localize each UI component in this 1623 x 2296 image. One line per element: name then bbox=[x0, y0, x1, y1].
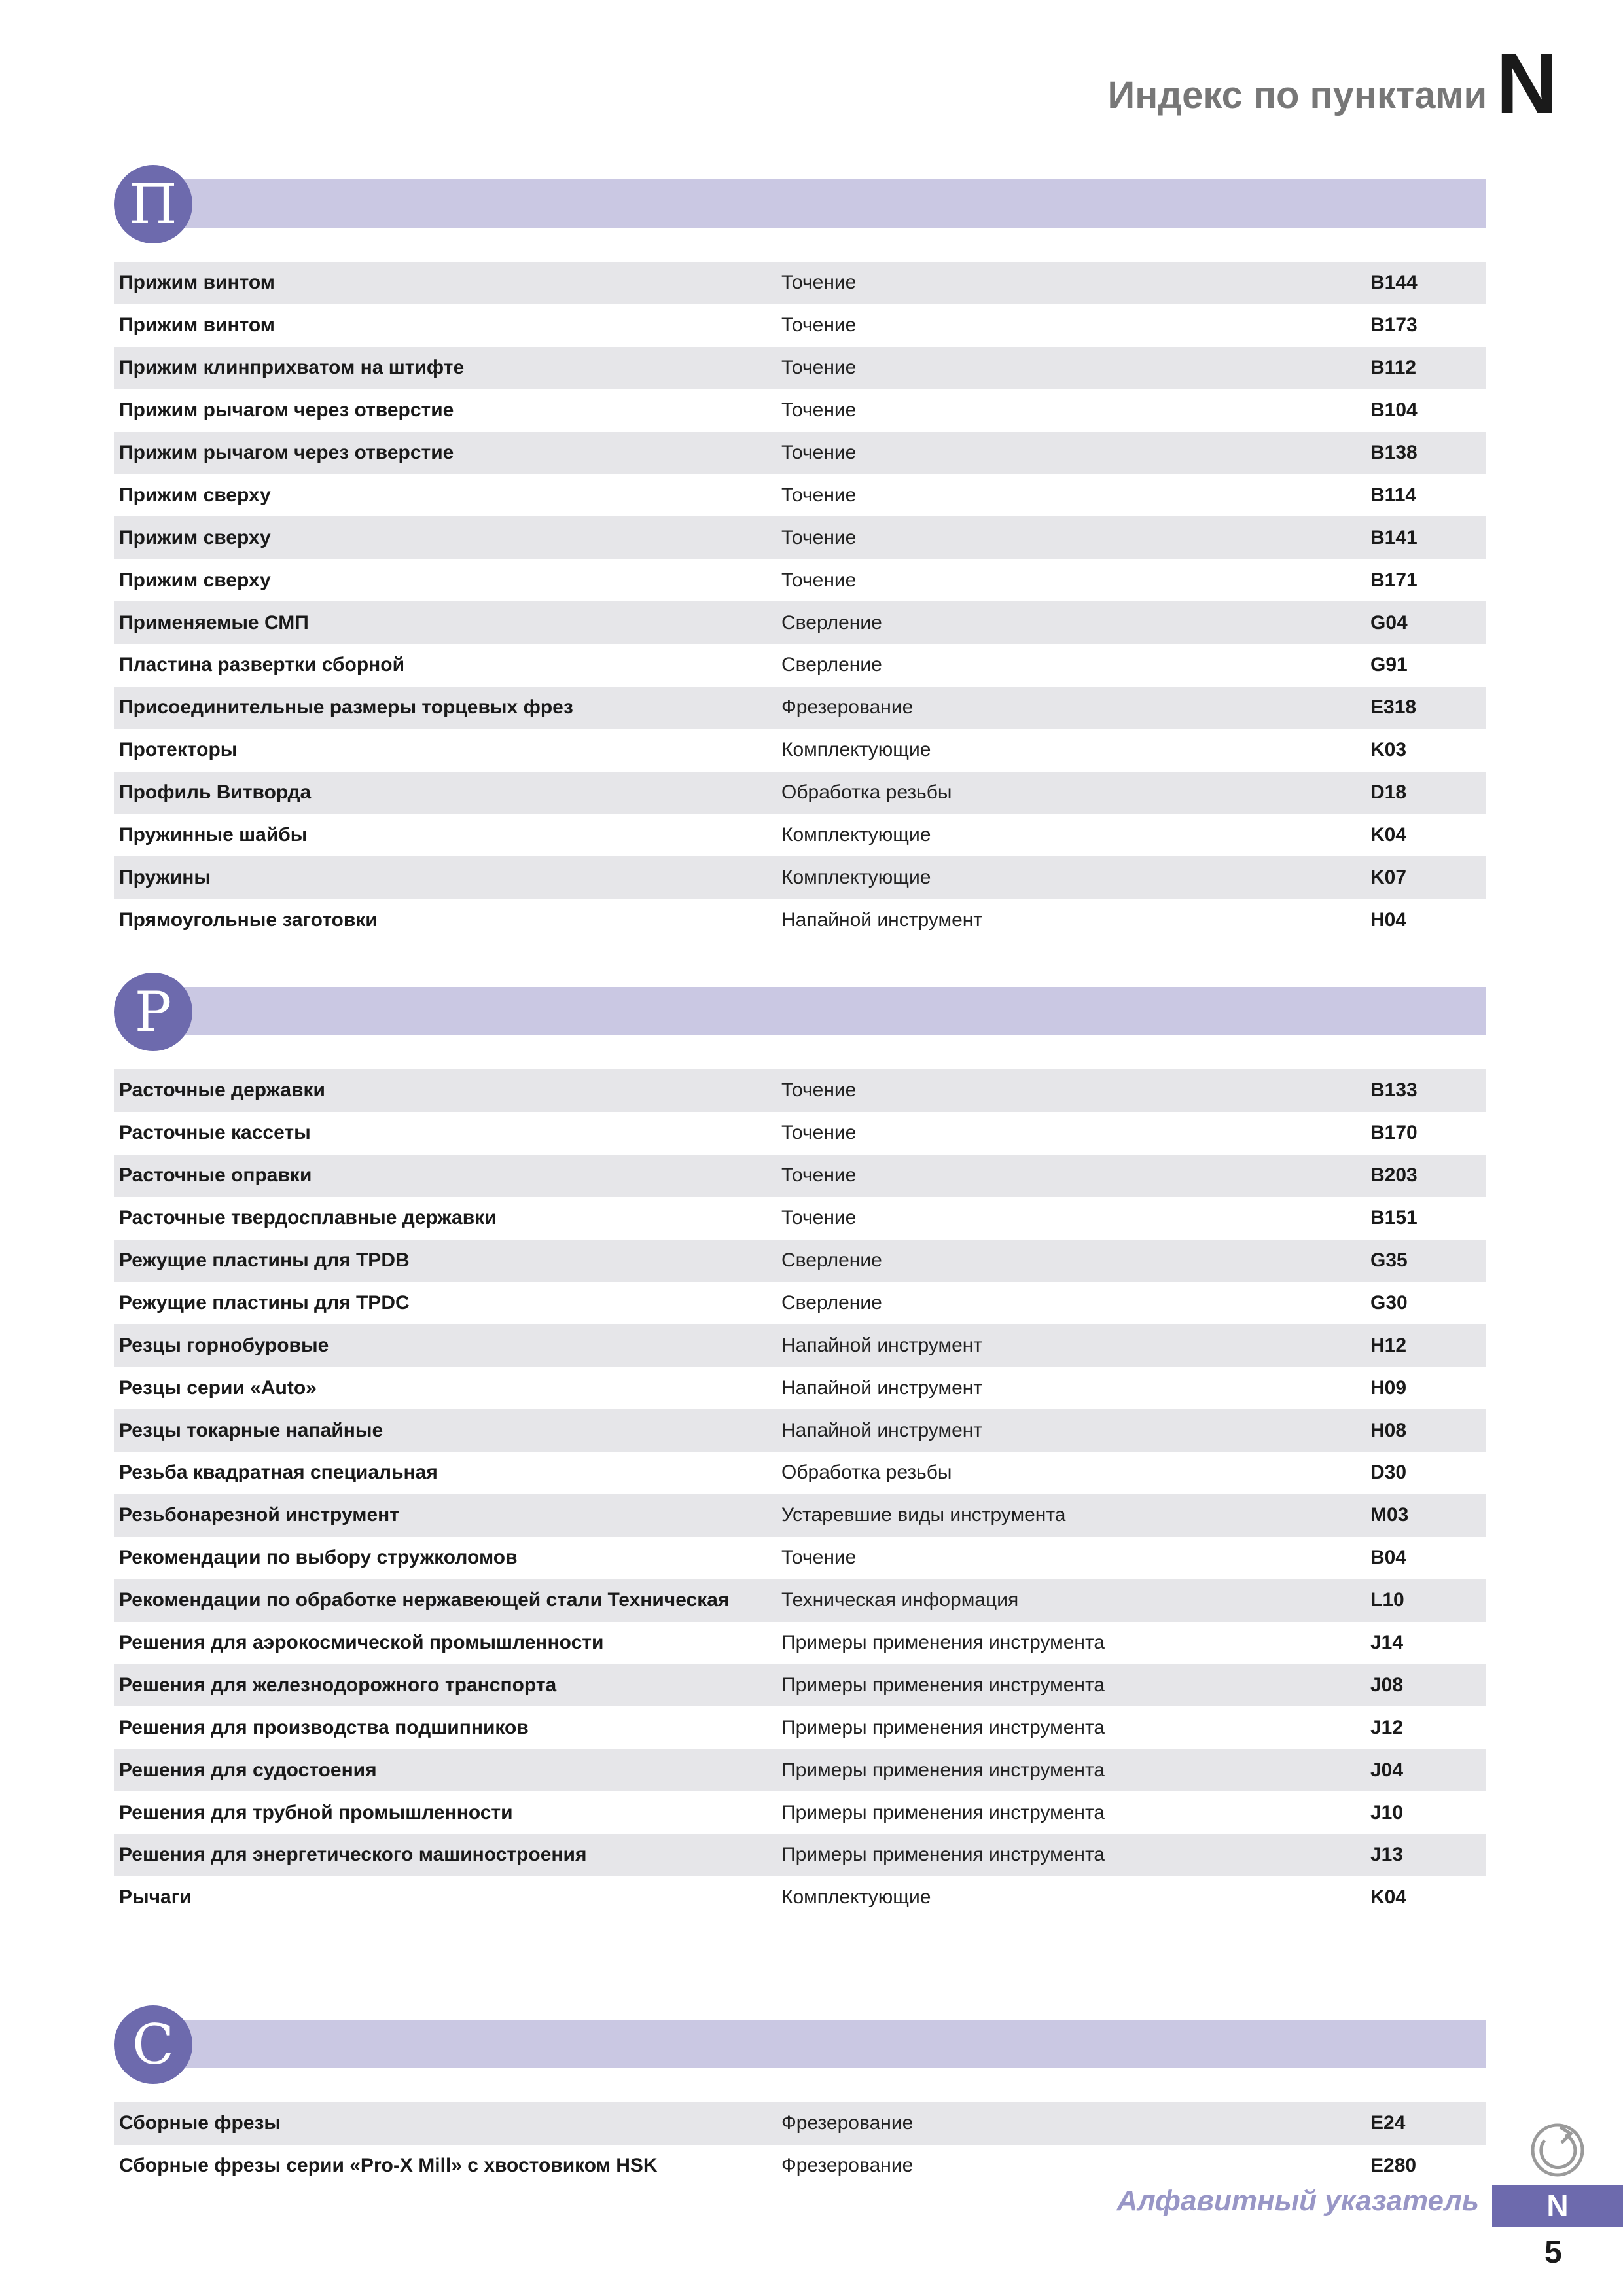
index-page-ref: H08 bbox=[1370, 1419, 1407, 1441]
index-category: Точение bbox=[781, 569, 857, 591]
index-term: Прижим винтом bbox=[119, 314, 275, 336]
index-table bbox=[114, 2102, 1486, 2187]
index-page-ref: K07 bbox=[1370, 866, 1407, 888]
index-page-ref: E318 bbox=[1370, 696, 1417, 719]
index-page-ref: J13 bbox=[1370, 1844, 1404, 1866]
index-category: Примеры применения инструмента bbox=[781, 1844, 1105, 1866]
index-page-ref: J12 bbox=[1370, 1716, 1404, 1738]
table-row[interactable] bbox=[114, 1240, 1486, 1282]
index-page-ref: E24 bbox=[1370, 2112, 1406, 2134]
index-term: Рекомендации по обработке нержавеющей стали Техническая bbox=[119, 1589, 730, 1611]
table-row[interactable] bbox=[114, 1622, 1486, 1664]
index-term: Применяемые СМП bbox=[119, 611, 309, 634]
index-category: Фрезерование bbox=[781, 696, 914, 719]
index-page-ref: M03 bbox=[1370, 1504, 1409, 1526]
index-category: Напайной инструмент bbox=[781, 908, 983, 931]
index-page-ref: B171 bbox=[1370, 569, 1418, 591]
index-category: Фрезерование bbox=[781, 2155, 914, 2177]
index-term: Режущие пластины для TPDC bbox=[119, 1291, 410, 1314]
table-row[interactable] bbox=[114, 1834, 1486, 1876]
section-bar bbox=[140, 179, 1486, 228]
index-category: Комплектующие bbox=[781, 866, 931, 888]
index-page-ref: G35 bbox=[1370, 1249, 1408, 1271]
index-term: Сборные фрезы bbox=[119, 2112, 281, 2134]
section-letter-n: N bbox=[1496, 35, 1558, 131]
index-term: Режущие пластины для TPDB bbox=[119, 1249, 410, 1271]
index-term: Прижим рычагом через отверстие bbox=[119, 442, 454, 463]
index-page-ref: D30 bbox=[1370, 1462, 1407, 1484]
index-page-ref: D18 bbox=[1370, 781, 1407, 804]
table-row[interactable] bbox=[114, 644, 1486, 687]
table-row[interactable] bbox=[114, 1876, 1486, 1919]
index-page-ref: B133 bbox=[1370, 1079, 1418, 1102]
index-table bbox=[114, 1069, 1486, 1919]
index-category: Устаревшие виды инструмента bbox=[781, 1504, 1066, 1526]
index-page-ref: J04 bbox=[1370, 1759, 1404, 1781]
index-category: Точение bbox=[781, 1547, 857, 1569]
index-category: Точение bbox=[781, 314, 857, 336]
table-row[interactable] bbox=[114, 1494, 1486, 1537]
table-row[interactable] bbox=[114, 1749, 1486, 1791]
table-row[interactable] bbox=[114, 1367, 1486, 1409]
refresh-arrow-icon[interactable] bbox=[1525, 2114, 1590, 2179]
index-page-ref: B112 bbox=[1370, 357, 1417, 379]
index-term: Прямоугольные заготовки bbox=[119, 908, 378, 931]
table-row[interactable] bbox=[114, 1706, 1486, 1749]
table-row[interactable] bbox=[114, 1155, 1486, 1197]
index-category: Примеры применения инструмента bbox=[781, 1632, 1105, 1654]
index-page-ref: G30 bbox=[1370, 1291, 1408, 1314]
index-page-ref: B203 bbox=[1370, 1164, 1418, 1187]
table-row[interactable] bbox=[114, 814, 1486, 857]
index-page-ref: H09 bbox=[1370, 1376, 1407, 1399]
section-letter-circle: Р bbox=[114, 973, 192, 1051]
index-term: Резьбонарезной инструмент bbox=[119, 1504, 399, 1526]
section-header bbox=[114, 2005, 1486, 2090]
index-category: Обработка резьбы bbox=[781, 781, 952, 804]
index-page-ref: J08 bbox=[1370, 1674, 1404, 1696]
index-section-r bbox=[114, 973, 1486, 1919]
index-page-ref: L10 bbox=[1370, 1589, 1404, 1611]
index-page-ref: H04 bbox=[1370, 908, 1407, 931]
table-row[interactable] bbox=[114, 304, 1486, 347]
table-row[interactable] bbox=[114, 1197, 1486, 1240]
footer-tab-letter[interactable]: N bbox=[1492, 2185, 1623, 2227]
index-term: Присоединительные размеры торцевых фрез bbox=[119, 696, 573, 719]
index-category: Напайной инструмент bbox=[781, 1376, 983, 1399]
index-term: Резцы горнобуровые bbox=[119, 1334, 329, 1356]
index-term: Рычаги bbox=[119, 1886, 192, 1909]
index-section-s bbox=[114, 2005, 1486, 2187]
index-page-ref: J10 bbox=[1370, 1801, 1404, 1823]
table-row[interactable] bbox=[114, 516, 1486, 559]
index-category: Сверление bbox=[781, 1291, 882, 1314]
index-category: Примеры применения инструмента bbox=[781, 1716, 1105, 1738]
footer-section-title: Алфавитный указатель bbox=[1116, 2185, 1479, 2217]
table-row[interactable] bbox=[114, 601, 1486, 644]
index-term: Резьба квадратная специальная bbox=[119, 1462, 438, 1484]
index-category: Примеры применения инструмента bbox=[781, 1801, 1105, 1823]
index-page-ref: B170 bbox=[1370, 1122, 1418, 1144]
index-page-ref: K04 bbox=[1370, 1886, 1407, 1909]
index-term: Прижим винтом bbox=[119, 272, 275, 294]
index-section-p bbox=[114, 165, 1486, 941]
table-row[interactable] bbox=[114, 772, 1486, 814]
index-category: Фрезерование bbox=[781, 2112, 914, 2134]
index-page-ref: B138 bbox=[1370, 442, 1418, 463]
table-row[interactable] bbox=[114, 347, 1486, 389]
table-row[interactable] bbox=[114, 1282, 1486, 1324]
index-term: Решения для железнодорожного транспорта bbox=[119, 1674, 557, 1696]
index-term: Пружины bbox=[119, 866, 211, 888]
index-term: Решения для производства подшипников bbox=[119, 1716, 529, 1738]
index-term: Сборные фрезы серии «Pro-X Mill» с хвостовиком HSK bbox=[119, 2155, 658, 2177]
index-category: Точение bbox=[781, 484, 857, 506]
index-page-ref: B04 bbox=[1370, 1547, 1407, 1569]
section-letter-circle: П bbox=[114, 165, 192, 243]
index-category: Напайной инструмент bbox=[781, 1334, 983, 1356]
index-page-ref: K04 bbox=[1370, 824, 1407, 846]
index-page-ref: B173 bbox=[1370, 314, 1418, 336]
table-row[interactable] bbox=[114, 1069, 1486, 1112]
index-category: Сверление bbox=[781, 611, 882, 634]
page-title: Индекс по пунктами bbox=[1107, 73, 1488, 117]
section-header bbox=[114, 973, 1486, 1058]
index-category: Точение bbox=[781, 272, 857, 294]
table-row[interactable] bbox=[114, 729, 1486, 772]
table-row[interactable] bbox=[114, 1324, 1486, 1367]
table-row[interactable] bbox=[114, 1537, 1486, 1579]
index-page-ref: J14 bbox=[1370, 1632, 1404, 1654]
index-category: Точение bbox=[781, 442, 857, 463]
table-row[interactable] bbox=[114, 474, 1486, 516]
index-term: Решения для энергетического машиностроения bbox=[119, 1844, 587, 1866]
table-row[interactable] bbox=[114, 2145, 1486, 2187]
index-category: Сверление bbox=[781, 654, 882, 676]
index-page-ref: H12 bbox=[1370, 1334, 1407, 1356]
table-row[interactable] bbox=[114, 1664, 1486, 1706]
index-category: Техническая информация bbox=[781, 1589, 1019, 1611]
table-row[interactable] bbox=[114, 1579, 1486, 1622]
index-category: Комплектующие bbox=[781, 824, 931, 846]
page-number: 5 bbox=[1544, 2235, 1562, 2270]
index-page-ref: B104 bbox=[1370, 399, 1418, 422]
index-category: Комплектующие bbox=[781, 739, 931, 761]
table-row[interactable] bbox=[114, 687, 1486, 729]
index-page-ref: B151 bbox=[1370, 1207, 1418, 1229]
index-category: Примеры применения инструмента bbox=[781, 1759, 1105, 1781]
index-category: Примеры применения инструмента bbox=[781, 1674, 1105, 1696]
index-term: Прижим рычагом через отверстие bbox=[119, 399, 454, 422]
index-term: Решения для судостоения bbox=[119, 1759, 377, 1781]
index-term: Расточные кассеты bbox=[119, 1122, 311, 1144]
index-page-ref: B114 bbox=[1370, 484, 1417, 506]
index-term: Прижим клинприхватом на штифте bbox=[119, 357, 465, 379]
index-category: Точение bbox=[781, 357, 857, 379]
index-page-ref: B144 bbox=[1370, 272, 1418, 294]
section-bar bbox=[140, 987, 1486, 1035]
table-row[interactable] bbox=[114, 1452, 1486, 1494]
index-category: Обработка резьбы bbox=[781, 1462, 952, 1484]
index-term: Расточные твердосплавные державки bbox=[119, 1207, 497, 1229]
section-letter-circle: С bbox=[114, 2005, 192, 2084]
table-row[interactable] bbox=[114, 856, 1486, 899]
index-page-ref: K03 bbox=[1370, 739, 1407, 761]
index-term: Прижим сверху bbox=[119, 569, 271, 591]
index-page-ref: G04 bbox=[1370, 611, 1408, 634]
index-term: Расточные оправки bbox=[119, 1164, 312, 1187]
index-term: Профиль Витворда bbox=[119, 781, 312, 804]
index-page-ref: G91 bbox=[1370, 654, 1408, 676]
index-category: Точение bbox=[781, 1079, 857, 1102]
index-term: Решения для трубной промышленности bbox=[119, 1801, 513, 1823]
index-category: Точение bbox=[781, 1207, 857, 1229]
index-page-ref: E280 bbox=[1370, 2155, 1417, 2177]
index-category: Напайной инструмент bbox=[781, 1419, 983, 1441]
index-term: Протекторы bbox=[119, 739, 238, 761]
index-term: Прижим сверху bbox=[119, 526, 271, 548]
index-term: Пластина развертки сборной bbox=[119, 654, 405, 676]
index-page-ref: B141 bbox=[1370, 526, 1418, 548]
index-term: Резцы токарные напайные bbox=[119, 1419, 383, 1441]
index-term: Расточные державки bbox=[119, 1079, 325, 1102]
table-row[interactable] bbox=[114, 559, 1486, 601]
index-term: Резцы серии «Auto» bbox=[119, 1376, 317, 1399]
table-row[interactable] bbox=[114, 1409, 1486, 1452]
index-table bbox=[114, 262, 1486, 941]
section-header bbox=[114, 165, 1486, 250]
index-term: Рекомендации по выбору стружколомов bbox=[119, 1547, 518, 1569]
table-row[interactable] bbox=[114, 389, 1486, 432]
section-bar bbox=[140, 2020, 1486, 2068]
index-category: Комплектующие bbox=[781, 1886, 931, 1909]
table-row[interactable] bbox=[114, 899, 1486, 941]
table-row[interactable] bbox=[114, 432, 1486, 475]
index-category: Точение bbox=[781, 399, 857, 422]
index-term: Пружинные шайбы bbox=[119, 824, 308, 846]
table-row[interactable] bbox=[114, 1791, 1486, 1834]
index-category: Сверление bbox=[781, 1249, 882, 1271]
page-header bbox=[1107, 35, 1558, 131]
index-category: Точение bbox=[781, 1164, 857, 1187]
table-row[interactable] bbox=[114, 2102, 1486, 2145]
index-term: Прижим сверху bbox=[119, 484, 271, 506]
index-term: Решения для аэрокосмической промышленности bbox=[119, 1632, 604, 1654]
table-row[interactable] bbox=[114, 262, 1486, 304]
index-category: Точение bbox=[781, 1122, 857, 1144]
table-row[interactable] bbox=[114, 1112, 1486, 1155]
index-category: Точение bbox=[781, 526, 857, 548]
